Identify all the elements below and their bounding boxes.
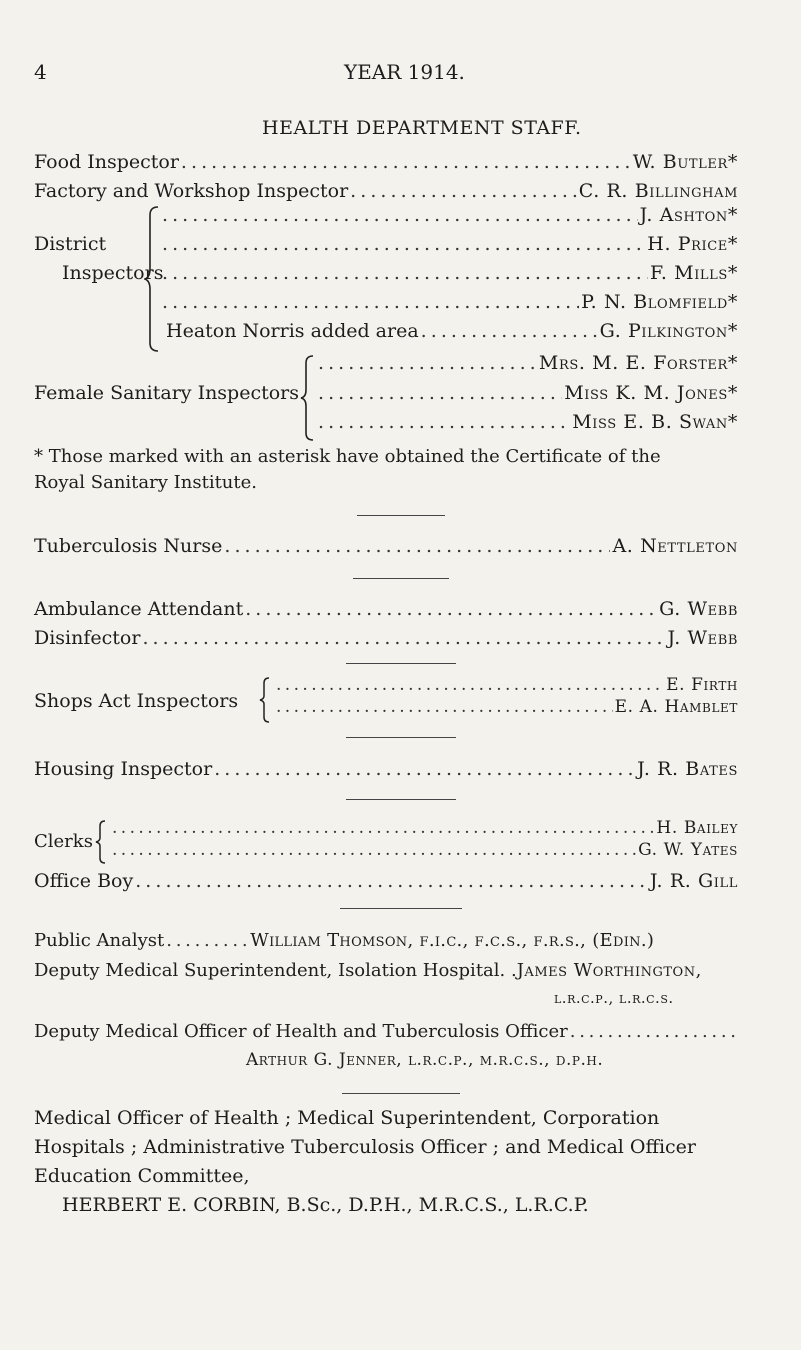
female-row-1 xyxy=(316,352,738,374)
district-row-3 xyxy=(160,262,738,284)
heaton-row xyxy=(166,320,738,342)
clerks-label: Clerks xyxy=(34,831,93,852)
ambulance-name: G. Webb xyxy=(659,598,738,620)
disinfector-row xyxy=(34,627,738,649)
office-boy-row xyxy=(34,870,738,892)
district-label-line1: District xyxy=(34,233,107,255)
clerks-row-1 xyxy=(110,818,738,838)
public-analyst-row xyxy=(34,930,738,951)
factory-inspector-row xyxy=(34,180,738,202)
shops-row-2 xyxy=(274,697,738,717)
district-name-1: J. Ashton* xyxy=(639,204,738,226)
deputy-moh-label: Deputy Medical Officer of Health and Tuberculosis Officer xyxy=(34,1021,568,1042)
moh-line3: Education Committee, xyxy=(34,1165,250,1187)
shops-name-1: E. Firth xyxy=(666,675,738,695)
page-header-title: YEAR 1914. xyxy=(344,60,465,84)
housing-row xyxy=(34,758,738,780)
disinfector-label: Disinfector xyxy=(34,627,141,649)
housing-label: Housing Inspector xyxy=(34,758,213,780)
female-name-3: Miss E. B. Swan* xyxy=(572,411,738,433)
public-analyst-label: Public Analyst xyxy=(34,930,165,951)
shops-row-1 xyxy=(274,675,738,695)
district-name-2: H. Price* xyxy=(647,233,738,255)
factory-inspector-name: C. R. Billingham xyxy=(578,180,738,202)
public-analyst-name: William Thomson, f.i.c., f.c.s., f.r.s., (Edin.) xyxy=(250,930,655,951)
divider xyxy=(342,1093,460,1094)
tb-nurse-row xyxy=(34,535,738,557)
clerks-name-1: H. Bailey xyxy=(656,818,738,838)
footnote-line1: * Those marked with an asterisk have obtained the Certificate of the xyxy=(34,446,661,467)
clerks-row-2 xyxy=(110,840,738,860)
office-boy-label: Office Boy xyxy=(34,870,134,892)
section-title: HEALTH DEPARTMENT STAFF. xyxy=(262,117,582,139)
female-name-1: Mrs. M. E. Forster* xyxy=(538,352,738,374)
deputy-moh-row xyxy=(34,1021,738,1042)
tb-nurse-name: A. Nettleton xyxy=(612,535,738,557)
district-name-4: P. N. Blomfield* xyxy=(581,291,738,313)
food-inspector-label: Food Inspector xyxy=(34,151,179,173)
shops-brace xyxy=(258,675,272,725)
district-row-1 xyxy=(160,204,738,226)
moh-line2: Hospitals ; Administrative Tuberculosis Officer ; and Medical Officer xyxy=(34,1136,697,1158)
office-boy-name: J. R. Gill xyxy=(649,870,738,892)
moh-line1: Medical Officer of Health ; Medical Superintendent, Corporation xyxy=(34,1107,660,1129)
deputy-moh-name: Arthur G. Jenner, l.r.c.p., m.r.c.s., d.p.h. xyxy=(246,1050,604,1070)
page-number: 4 xyxy=(34,60,47,84)
district-row-2 xyxy=(160,233,738,255)
female-name-2: Miss K. M. Jones* xyxy=(564,382,738,404)
divider xyxy=(353,578,449,579)
divider xyxy=(340,908,462,909)
ambulance-row xyxy=(34,598,738,620)
female-row-3 xyxy=(316,411,738,433)
housing-name: J. R. Bates xyxy=(637,758,738,780)
moh-name: HERBERT E. CORBIN, B.Sc., D.P.H., M.R.C.S., L.R.C.P. xyxy=(62,1194,589,1216)
divider xyxy=(357,515,445,516)
deputy-superintendent-label xyxy=(34,960,702,981)
deputy-superintendent-qualifications: l.r.c.p., l.r.c.s. xyxy=(554,989,674,1007)
tb-nurse-label: Tuberculosis Nurse xyxy=(34,535,223,557)
divider xyxy=(346,799,456,800)
disinfector-name: J. Webb xyxy=(667,627,738,649)
female-row-2 xyxy=(316,382,738,404)
district-label-line2: Inspectors xyxy=(62,262,164,284)
divider xyxy=(346,663,456,664)
deputy-superintendent-label-text: Deputy Medical Superintendent, Isolation Hospital. . xyxy=(34,960,517,981)
food-inspector-name: W. Butler* xyxy=(632,151,738,173)
female-inspectors-label: Female Sanitary Inspectors xyxy=(34,382,300,404)
district-row-4 xyxy=(160,291,738,313)
divider xyxy=(346,737,456,738)
shops-act-label: Shops Act Inspectors xyxy=(34,690,239,712)
footnote-line2: Royal Sanitary Institute. xyxy=(34,472,258,493)
district-name-3: F. Mills* xyxy=(650,262,738,284)
heaton-label: Heaton Norris added area xyxy=(166,320,419,342)
food-inspector-row xyxy=(34,151,738,173)
shops-name-2: E. A. Hamblet xyxy=(614,697,738,717)
factory-inspector-label: Factory and Workshop Inspector xyxy=(34,180,349,202)
clerks-brace xyxy=(94,818,108,866)
clerks-name-2: G. W. Yates xyxy=(638,840,738,860)
heaton-name: G. Pilkington* xyxy=(599,320,738,342)
deputy-superintendent-name: James Worthington, xyxy=(516,960,702,981)
ambulance-label: Ambulance Attendant xyxy=(34,598,244,620)
